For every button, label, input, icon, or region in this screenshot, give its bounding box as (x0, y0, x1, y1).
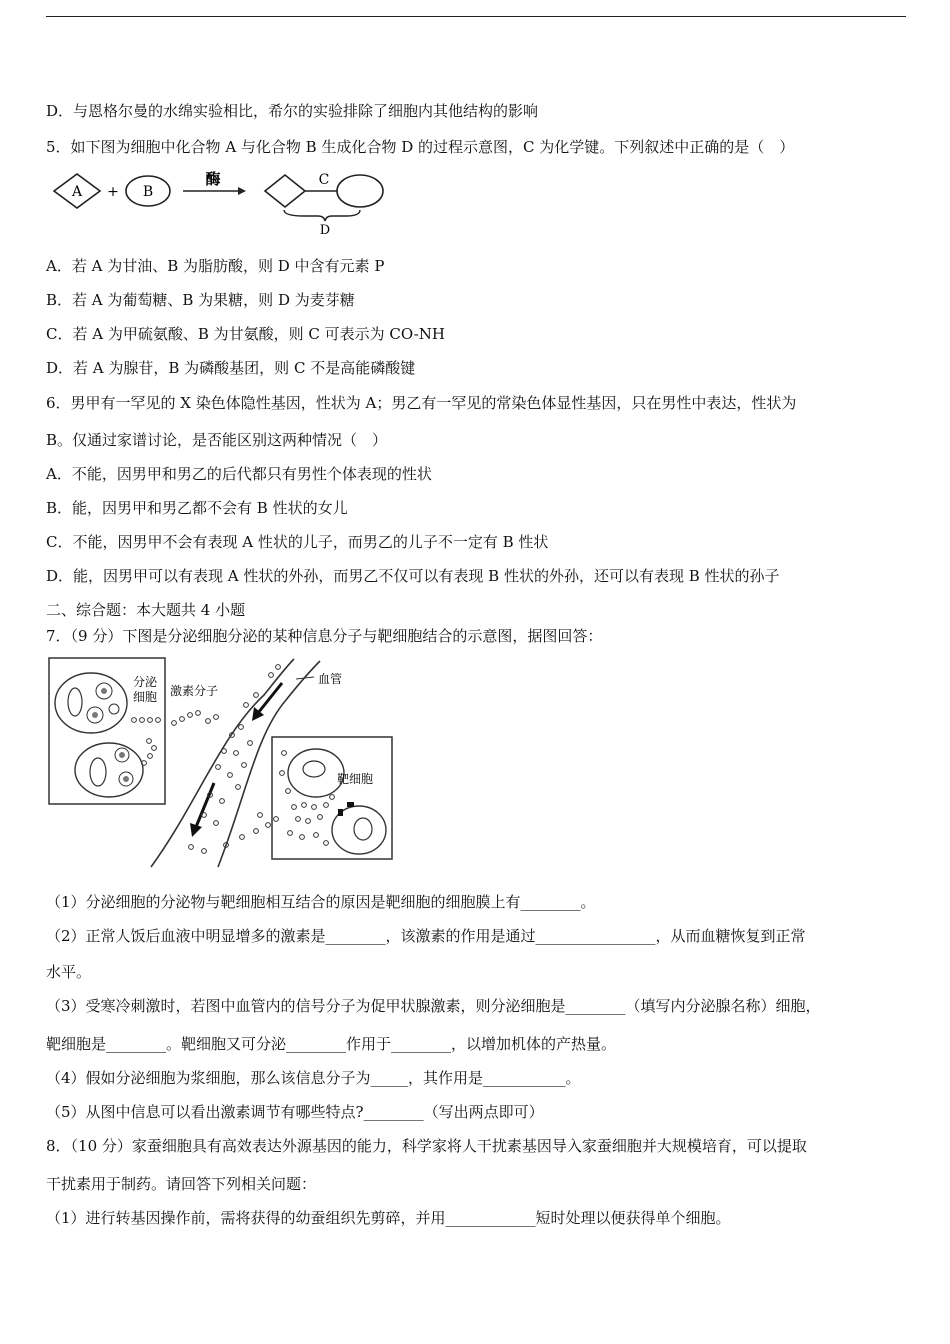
q5-option-a: A．若 A 为甘油、B 为脂肪酸，则 D 中含有元素 P (46, 257, 385, 275)
flow-arrow-bottom (190, 823, 202, 837)
q7-part-1: （1）分泌细胞的分泌物与靶细胞相互结合的原因是靶细胞的细胞膜上有________。 (46, 893, 596, 911)
q6-option-b: B．能，因男甲和男乙都不会有 B 性状的女儿 (46, 499, 348, 517)
q5-option-c: C．若 A 为甲硫氨酸、B 为甘氨酸，则 C 可表示为 CO-NH (46, 325, 446, 343)
secretory-label-1: 分泌 (133, 675, 158, 689)
target-cell-1 (288, 749, 344, 797)
header-rule (46, 16, 906, 17)
secretory-cell-1 (55, 673, 127, 733)
q5-option-b: B．若 A 为葡萄糖、B 为果糖，则 D 为麦芽糖 (46, 291, 355, 309)
receptor-1 (338, 809, 343, 816)
q7-part-3-cont: 靶细胞是________。靶细胞又可分泌________作用于________，以增加机体的产热量。 (46, 1035, 617, 1053)
q5-option-d: D．若 A 为腺苷，B 为磷酸基团，则 C 不是高能磷酸键 (46, 359, 416, 377)
hormone-signaling-diagram (46, 655, 396, 870)
target-tissue-box (272, 737, 392, 859)
q7-part-3: （3）受寒冷刺激时，若图中血管内的信号分子为促甲状腺激素，则分泌细胞是________（填写内分泌腺名称）细胞， (46, 997, 821, 1015)
q6-option-a: A．不能，因男甲和男乙的后代都只有男性个体表现的性状 (46, 465, 432, 483)
vessel-label: 血管 (318, 672, 343, 686)
q7-part-2: （2）正常人饭后血液中明显增多的激素是________，该激素的作用是通过________________，从而血糖恢复到正常 (46, 927, 806, 945)
reaction-diagram (48, 166, 393, 238)
section-heading: 二、综合题：本大题共 4 小题 (46, 601, 246, 619)
q5-stem: 5．如下图为细胞中化合物 A 与化合物 B 生成化合物 D 的过程示意图，C 为化学键。下列叙述中正确的是（ ） (46, 138, 795, 156)
secretory-cell-2 (75, 743, 143, 797)
product-circle (337, 175, 383, 207)
arrow-head (238, 187, 246, 195)
q4-option-d: D．与恩格尔曼的水绵实验相比，希尔的实验排除了细胞内其他结构的影响 (46, 102, 539, 120)
q7-part-4: （4）假如分泌细胞为浆细胞，那么该信息分子为_____，其作用是___________。 (46, 1069, 581, 1087)
compound-d-label: D (319, 223, 331, 238)
bond-c-label: C (318, 172, 330, 188)
q6-option-c: C．不能，因男甲不会有表现 A 性状的儿子，而男乙的儿子不一定有 B 性状 (46, 533, 549, 551)
compound-a-label: A (71, 184, 83, 200)
q6-stem-2: B。仅通过家谱讨论，是否能区别这两种情况（ ） (46, 431, 388, 449)
q6-option-d: D．能，因男甲可以有表现 A 性状的外孙，而男乙不仅可以有表现 B 性状的外孙，还可以有表现 B 性状的孙子 (46, 567, 780, 585)
q7-part-5: （5）从图中信息可以看出激素调节有哪些特点?________（写出两点即可） (46, 1103, 544, 1121)
q6-stem-1: 6．男甲有一罕见的 X 染色体隐性基因，性状为 A；男乙有一罕见的常染色体显性基因，只在男性中表达，性状为 (46, 394, 797, 412)
q8-stem-2: 干扰素用于制药。请回答下列相关问题： (46, 1175, 317, 1193)
target-cell-label: 靶细胞 (337, 772, 374, 786)
product-diamond (265, 175, 305, 207)
hormone-molecule-label: 激素分子 (170, 684, 219, 698)
plus-sign: + (107, 184, 119, 200)
secretory-label-2: 细胞 (133, 690, 158, 704)
q7-stem: 7．（9 分）下图是分泌细胞分泌的某种信息分子与靶细胞结合的示意图，据图回答： (46, 627, 603, 645)
enzyme-label: 酶 (205, 170, 221, 188)
receptor-2 (347, 802, 354, 807)
brace-d (284, 210, 360, 221)
compound-b-label: B (142, 184, 154, 200)
q8-stem-1: 8．（10 分）家蚕细胞具有高效表达外源基因的能力，科学家将人干扰素基因导入家蚕细胞并大规模培育，可以提取 (46, 1137, 807, 1155)
q7-part-2-cont: 水平。 (46, 963, 92, 981)
q8-part-1: （1）进行转基因操作前，需将获得的幼蚕组织先剪碎，并用____________短时处理以便获得单个细胞。 (46, 1209, 731, 1227)
